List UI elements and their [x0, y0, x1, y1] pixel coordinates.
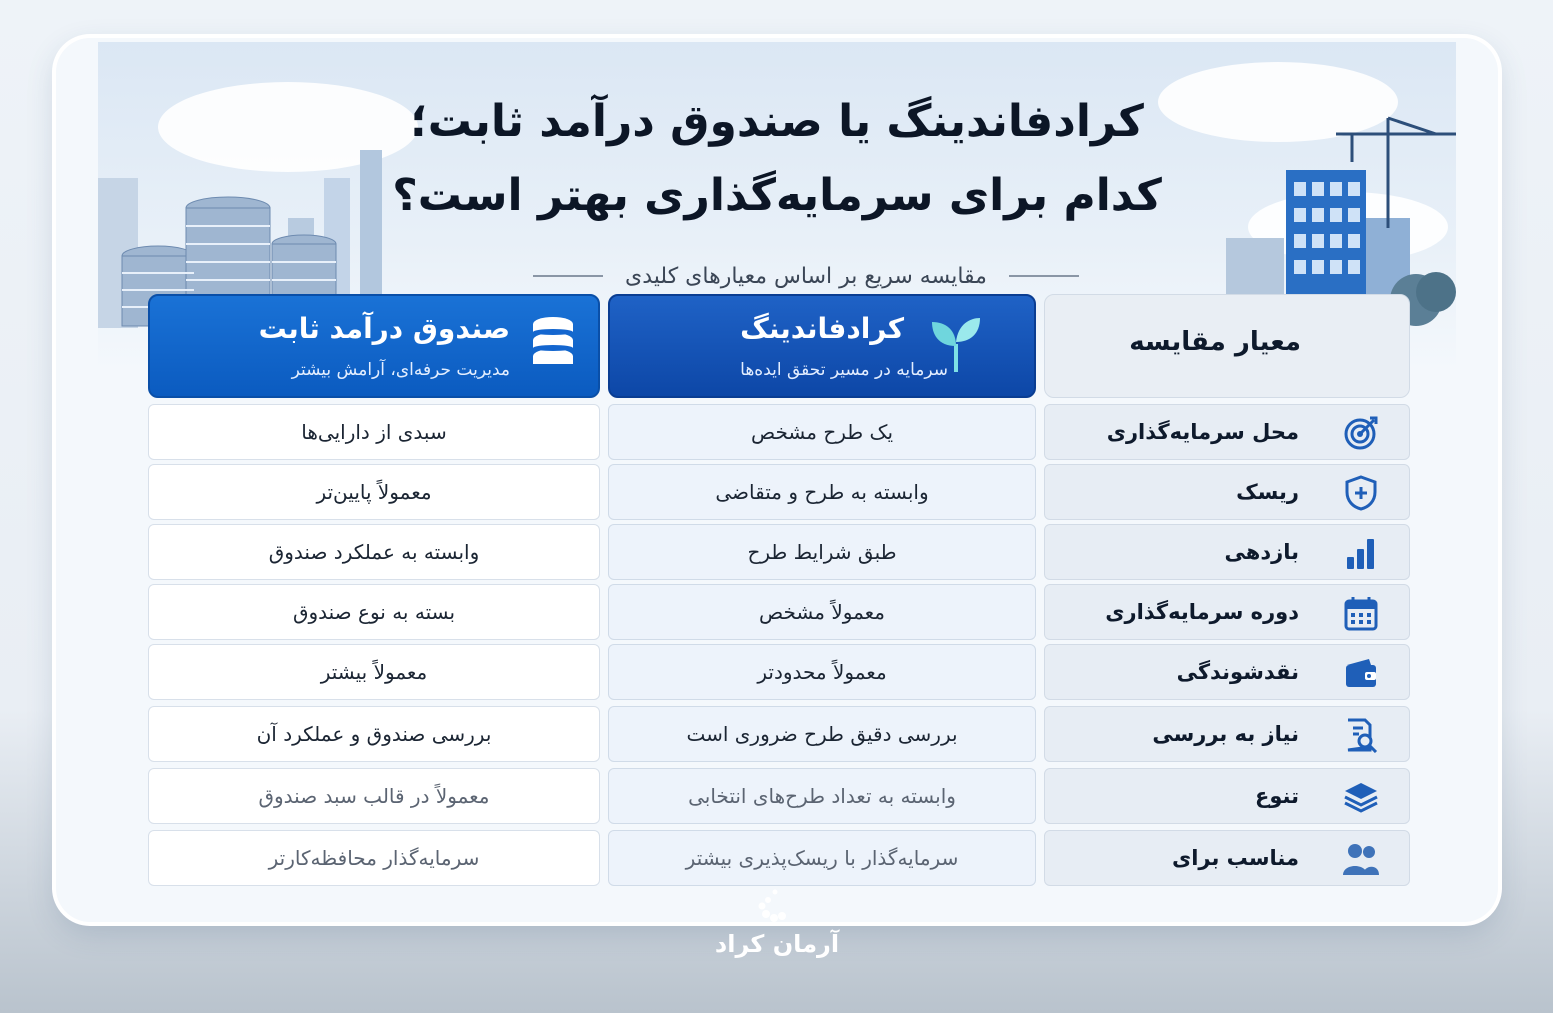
crowdfunding-cell: سرمایه‌گذار با ریسک‌پذیری بیشتر — [608, 830, 1036, 886]
fixed-income-cell: معمولاً در قالب سبد صندوق — [148, 768, 600, 824]
crowdfunding-cell: طبق شرایط طرح — [608, 524, 1036, 580]
criterion-cell — [1044, 584, 1410, 640]
criterion-cell — [1044, 706, 1410, 762]
criterion-cell — [1044, 464, 1410, 520]
crowdfunding-cell: معمولاً مشخص — [608, 584, 1036, 640]
header-criteria-label: معیار مقایسه — [1129, 327, 1301, 357]
table-row — [148, 644, 1410, 700]
subtitle: مقایسه سریع بر اساس معیارهای کلیدی — [625, 263, 987, 289]
crowdfunding-cell: بررسی دقیق طرح ضروری است — [608, 706, 1036, 762]
table-row — [148, 584, 1410, 640]
criterion-label: نقدشوندگی — [1176, 660, 1299, 684]
calendar-icon — [1343, 595, 1379, 631]
crowdfunding-cell: وابسته به طرح و متقاضی — [608, 464, 1036, 520]
brand-name: آرمان کراد — [714, 930, 840, 958]
bar-chart-icon — [1343, 535, 1379, 571]
brand-logo-icon — [716, 884, 840, 934]
criterion-label: نیاز به بررسی — [1152, 722, 1299, 746]
header-criteria — [1044, 294, 1410, 398]
header-crowdfunding — [608, 294, 1036, 398]
crowdfunding-cell: معمولاً محدودتر — [608, 644, 1036, 700]
table-row — [148, 464, 1410, 520]
header-fixed-income — [148, 294, 600, 398]
criterion-label: محل سرمایه‌گذاری — [1106, 420, 1299, 444]
document-search-icon — [1343, 717, 1379, 753]
title-line-2: کدام برای سرمایه‌گذاری بهتر است؟ — [392, 170, 1162, 221]
crowdfunding-cell: یک طرح مشخص — [608, 404, 1036, 460]
criterion-label: ریسک — [1236, 480, 1299, 504]
shield-plus-icon — [1343, 475, 1379, 511]
table-row — [148, 706, 1410, 762]
criterion-label: بازدهی — [1224, 540, 1299, 564]
target-icon — [1343, 415, 1379, 451]
users-icon — [1341, 841, 1381, 877]
fixed-income-cell: سرمایه‌گذار محافظه‌کارتر — [148, 830, 600, 886]
coin-stack-icon — [528, 314, 578, 374]
fixed-income-cell: سبدی از دارایی‌ها — [148, 404, 600, 460]
criterion-cell — [1044, 768, 1410, 824]
infographic-card — [56, 38, 1498, 922]
criterion-cell — [1044, 404, 1410, 460]
header-fixed-income-title: صندوق درآمد ثابت — [258, 312, 510, 345]
criterion-label: دوره سرمایه‌گذاری — [1105, 600, 1299, 624]
fixed-income-cell: معمولاً پایین‌تر — [148, 464, 600, 520]
header-crowdfunding-title: کرادفاندینگ — [740, 312, 904, 345]
table-row — [148, 404, 1410, 460]
divider-line — [1009, 275, 1079, 277]
criterion-label: مناسب برای — [1171, 846, 1299, 870]
header-fixed-income-subtitle: مدیریت حرفه‌ای، آرامش بیشتر — [291, 360, 510, 380]
criterion-label: تنوع — [1255, 784, 1299, 808]
fixed-income-cell: معمولاً بیشتر — [148, 644, 600, 700]
criterion-cell — [1044, 644, 1410, 700]
layers-icon — [1343, 779, 1379, 815]
table-row — [148, 830, 1410, 886]
table-row — [148, 524, 1410, 580]
table-row — [148, 768, 1410, 824]
header-crowdfunding-subtitle: سرمایه در مسیر تحقق ایده‌ها — [740, 360, 948, 380]
title-line-1: کرادفاندینگ یا صندوق درآمد ثابت؛ — [410, 96, 1144, 147]
subtitle-row — [456, 260, 1156, 292]
wallet-icon — [1343, 655, 1379, 691]
crowdfunding-cell: وابسته به تعداد طرح‌های انتخابی — [608, 768, 1036, 824]
fixed-income-cell: بسته به نوع صندوق — [148, 584, 600, 640]
divider-line — [533, 275, 603, 277]
criterion-cell — [1044, 524, 1410, 580]
fixed-income-cell: وابسته به عملکرد صندوق — [148, 524, 600, 580]
criterion-cell — [1044, 830, 1410, 886]
fixed-income-cell: بررسی صندوق و عملکرد آن — [148, 706, 600, 762]
